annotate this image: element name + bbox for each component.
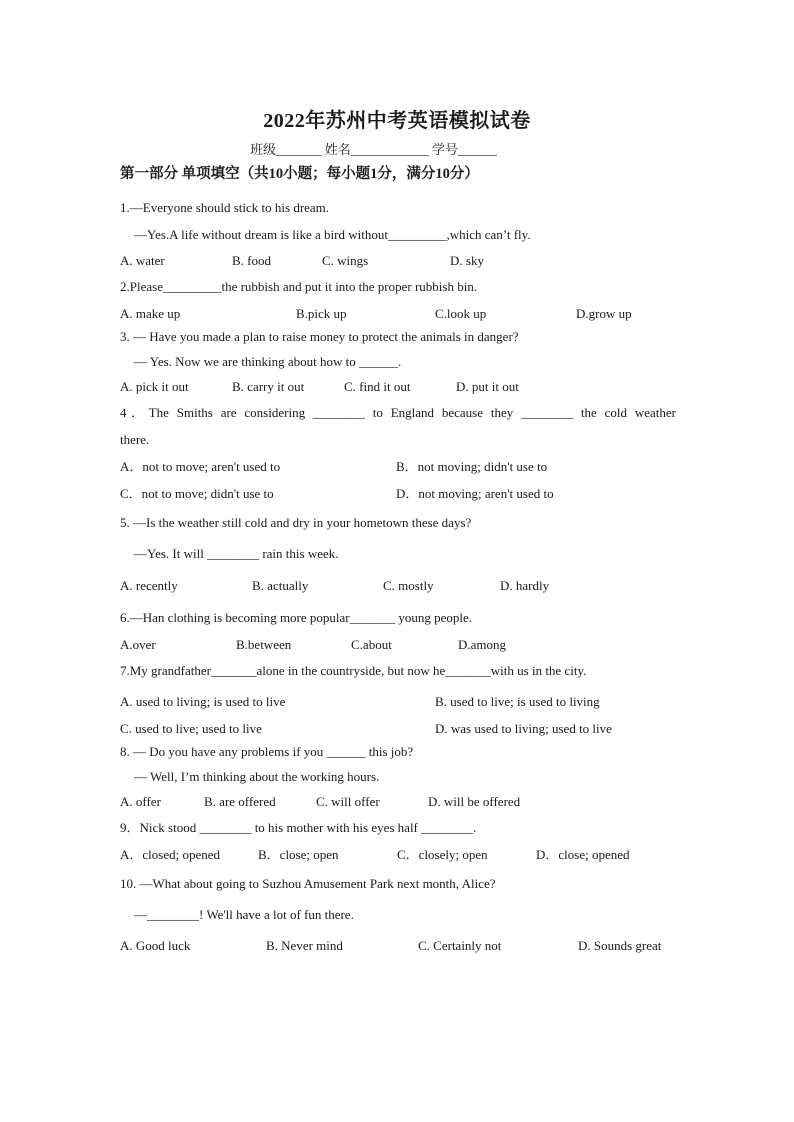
question-3-option-c[interactable]: C. find it out	[344, 379, 411, 394]
question-6-option-a[interactable]: A.over	[120, 637, 156, 652]
question-7-option-a[interactable]: A. used to living; is used to live	[120, 694, 286, 709]
question-8-option-b[interactable]: B. are offered	[204, 794, 276, 809]
question-9-option-d[interactable]: D．close; opened	[536, 847, 630, 862]
question-2-stem: 2.Please_________the rubbish and put it into the proper rubbish bin.	[120, 279, 478, 294]
question-4-option-c[interactable]: C．not to move; didn't use to	[120, 486, 274, 501]
question-8-option-c[interactable]: C. will offer	[316, 794, 380, 809]
page-title: 2022年苏州中考英语模拟试卷	[263, 110, 531, 132]
question-9-option-b[interactable]: B．close; open	[258, 847, 339, 862]
question-4-option-d[interactable]: D．not moving; aren't used to	[396, 486, 554, 501]
question-7-option-b[interactable]: B. used to live; is used to living	[435, 694, 600, 709]
question-5-option-c[interactable]: C. mostly	[383, 578, 434, 593]
question-5-stem-reply: —Yes. It will ________ rain this week.	[134, 546, 339, 561]
question-1-option-c[interactable]: C. wings	[322, 253, 369, 268]
student-info-line: 班级_______ 姓名____________ 学号______	[250, 142, 498, 157]
question-8-stem: 8. — Do you have any problems if you ______ this job?	[120, 744, 414, 759]
question-10-option-d[interactable]: D. Sounds great	[578, 938, 662, 953]
question-2-option-b[interactable]: B.pick up	[296, 306, 347, 321]
question-7-option-c[interactable]: C. used to live; used to live	[120, 721, 262, 736]
question-7-stem: 7.My grandfather_______alone in the countryside, but now he_______with us in the city.	[120, 663, 587, 678]
question-8-stem-reply: — Well, I’m thinking about the working hours.	[134, 769, 380, 784]
question-3-option-b[interactable]: B. carry it out	[232, 379, 305, 394]
question-6-stem: 6.—Han clothing is becoming more popular_______ young people.	[120, 610, 473, 625]
question-1-stem-reply: —Yes.A life without dream is like a bird without_________,which can’t fly.	[134, 227, 531, 242]
question-10-option-c[interactable]: C. Certainly not	[418, 938, 502, 953]
question-2-option-d[interactable]: D.grow up	[576, 306, 632, 321]
question-2-option-c[interactable]: C.look up	[435, 306, 487, 321]
question-10-option-a[interactable]: A. Good luck	[120, 938, 191, 953]
question-5-option-b[interactable]: B. actually	[252, 578, 309, 593]
question-1-option-a[interactable]: A. water	[120, 253, 165, 268]
question-2-option-a[interactable]: A. make up	[120, 306, 181, 321]
question-1-option-d[interactable]: D. sky	[450, 253, 484, 268]
question-3-option-a[interactable]: A. pick it out	[120, 379, 189, 394]
question-1-option-b[interactable]: B. food	[232, 253, 271, 268]
question-8-option-a[interactable]: A. offer	[120, 794, 161, 809]
question-6-option-c[interactable]: C.about	[351, 637, 392, 652]
question-4-stem: 4．The Smiths are considering ________ to England because they ________ the cold weather	[120, 405, 676, 420]
question-8-option-d[interactable]: D. will be offered	[428, 794, 521, 809]
question-5-option-a[interactable]: A. recently	[120, 578, 178, 593]
section-heading: 第一部分 单项填空（共10小题；每小题1分，满分10分）	[120, 166, 479, 182]
question-9-option-a[interactable]: A．closed; opened	[120, 847, 221, 862]
question-6-option-d[interactable]: D.among	[458, 637, 507, 652]
question-1-stem: 1.—Everyone should stick to his dream.	[120, 200, 330, 215]
question-9-option-c[interactable]: C．closely; open	[397, 847, 488, 862]
question-6-option-b[interactable]: B.between	[236, 637, 292, 652]
question-3-stem-reply: — Yes. Now we are thinking about how to ______.	[134, 354, 402, 369]
question-9-stem: 9．Nick stood ________ to his mother with his eyes half ________.	[120, 820, 477, 835]
question-3-option-d[interactable]: D. put it out	[456, 379, 519, 394]
question-4-stem-cont: there.	[120, 432, 150, 447]
question-5-option-d[interactable]: D. hardly	[500, 578, 550, 593]
question-10-option-b[interactable]: B. Never mind	[266, 938, 343, 953]
question-5-stem: 5. —Is the weather still cold and dry in your hometown these days?	[120, 515, 472, 530]
question-10-stem: 10. —What about going to Suzhou Amusement Park next month, Alice?	[120, 876, 496, 891]
question-3-stem: 3. — Have you made a plan to raise money to protect the animals in danger?	[120, 329, 519, 344]
question-4-option-b[interactable]: B．not moving; didn't use to	[396, 459, 548, 474]
question-10-stem-reply: —________! We'll have a lot of fun there.	[134, 907, 354, 922]
question-7-option-d[interactable]: D. was used to living; used to live	[435, 721, 612, 736]
question-4-option-a[interactable]: A．not to move; aren't used to	[120, 459, 281, 474]
